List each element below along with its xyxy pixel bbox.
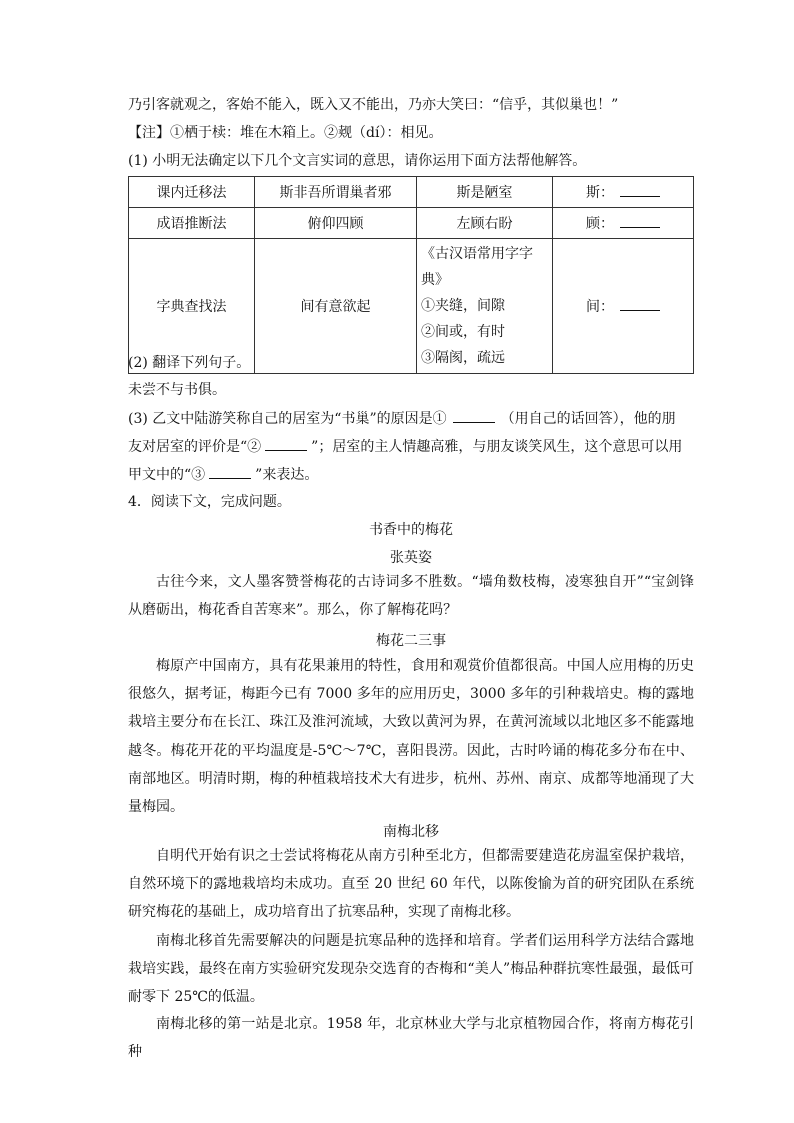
reference-cell: 斯是陋室: [417, 177, 553, 208]
section-paragraph: 南梅北移首先需要解决的问题是抗寒品种的选择和培育。学者们运用科学方法结合露地栽培实践，最终在南方实验研究发现杂交选育的杏梅和“美人”梅品种群抗寒性最强，最低可耐零下 25℃的低温。: [128, 933, 694, 1006]
dictionary-entry: ②间或，有时: [421, 324, 505, 340]
question-3-line-2: 友对居室的评价是“② ”；居室的主人情趣高雅，与朋友谈笑风生，这个意思可以用: [128, 436, 698, 457]
annotation-note: 【注】①栖于椟：堆在木箱上。②觌（dí）：相见。: [128, 125, 443, 141]
question-2-prompt: (2) 翻译下列句子。: [128, 355, 251, 371]
answer-cell[interactable]: 顾：: [553, 208, 694, 239]
answer-blank[interactable]: [620, 298, 660, 311]
section-paragraph: 自明代开始有识之士尝试将梅花从南方引种至北方，但都需要建造花房温室保护栽培，自然环境下的露地栽培均未成功。直至 20 世纪 60 年代，以陈俊愉为首的研究团队在系统研究梅花的基础上，成功培育出了抗寒品种，实现了南梅北移。: [128, 848, 694, 921]
reference-cell: 左顾右盼: [417, 208, 553, 239]
article-author: 张英姿: [390, 550, 432, 566]
table-row: [129, 208, 694, 239]
section-heading: 南梅北移: [383, 824, 439, 840]
answer-blank[interactable]: [620, 215, 660, 228]
translate-sentence: 未尝不与书俱。: [128, 382, 226, 398]
answer-cell[interactable]: 斯：: [553, 177, 694, 208]
answer-blank-3[interactable]: [209, 464, 251, 479]
method-cell: 课内迁移法: [129, 177, 255, 208]
passage-last-line: 乃引客就观之，客始不能入，既入又不能出，乃亦大笑曰：“信乎，其似巢也！”: [128, 97, 619, 113]
answer-blank-1[interactable]: [453, 408, 495, 423]
method-cell: 字典查找法: [129, 239, 255, 374]
answer-blank-2[interactable]: [265, 436, 307, 451]
section-heading: 梅花二三事: [376, 633, 446, 649]
question-4-prompt: 4．阅读下文，完成问题。: [128, 494, 291, 510]
article-intro: 古往今来，文人墨客赞誉梅花的古诗词多不胜数。“墙角数枝梅，凌寒独自开”“宝剑锋从磨砺出，梅花香自苦寒来”。那么，你了解梅花吗？: [128, 574, 694, 619]
word-meaning-table: [128, 176, 694, 374]
section-paragraph: 梅原产中国南方，具有花果兼用的特性，食用和观赏价值都很高。中国人应用梅的历史很悠久，据考证，梅距今已有 7000 多年的应用历史，3000 多年的引种栽培史。梅的露地栽培主要分布在长江、珠江及淮河流域，大致以黄河为界，在黄河流域以北地区多不能露地越冬。梅花开花的平均温度是-5℃～7℃，喜阳畏涝。因此，古时吟诵的梅花多分布在中、南部地区。明清时期，梅的种植栽培技术大有进步，杭州、苏州、南京、成都等地涌现了大量梅园。: [128, 658, 694, 816]
answer-cell[interactable]: 间：: [553, 239, 694, 374]
example-cell: 斯非吾所谓巢者邪: [255, 177, 417, 208]
dictionary-title: 《古汉语常用字字典》: [421, 246, 533, 288]
method-cell: 成语推断法: [129, 208, 255, 239]
example-cell: 俯仰四顾: [255, 208, 417, 239]
question-1-prompt: (1) 小明无法确定以下几个文言实词的意思，请你运用下面方法帮他解答。: [128, 153, 587, 169]
answer-blank[interactable]: [620, 184, 660, 197]
dictionary-entry: ①夹缝，间隙: [421, 298, 505, 314]
table-row: [129, 177, 694, 208]
example-cell: 间有意欲起: [255, 239, 417, 374]
article-title: 书香中的梅花: [369, 522, 453, 538]
question-3-line-1: (3) 乙文中陆游笑称自己的居室为“书巢”的原因是① （用自己的话回答），他的朋: [128, 408, 698, 429]
question-3-line-3: 甲文中的“③ ”来表达。: [128, 464, 698, 485]
section-paragraph: 南梅北移的第一站是北京。1958 年，北京林业大学与北京植物园合作，将南方梅花引种: [128, 1016, 694, 1061]
dictionary-entry: ③隔阂，疏远: [421, 350, 505, 366]
